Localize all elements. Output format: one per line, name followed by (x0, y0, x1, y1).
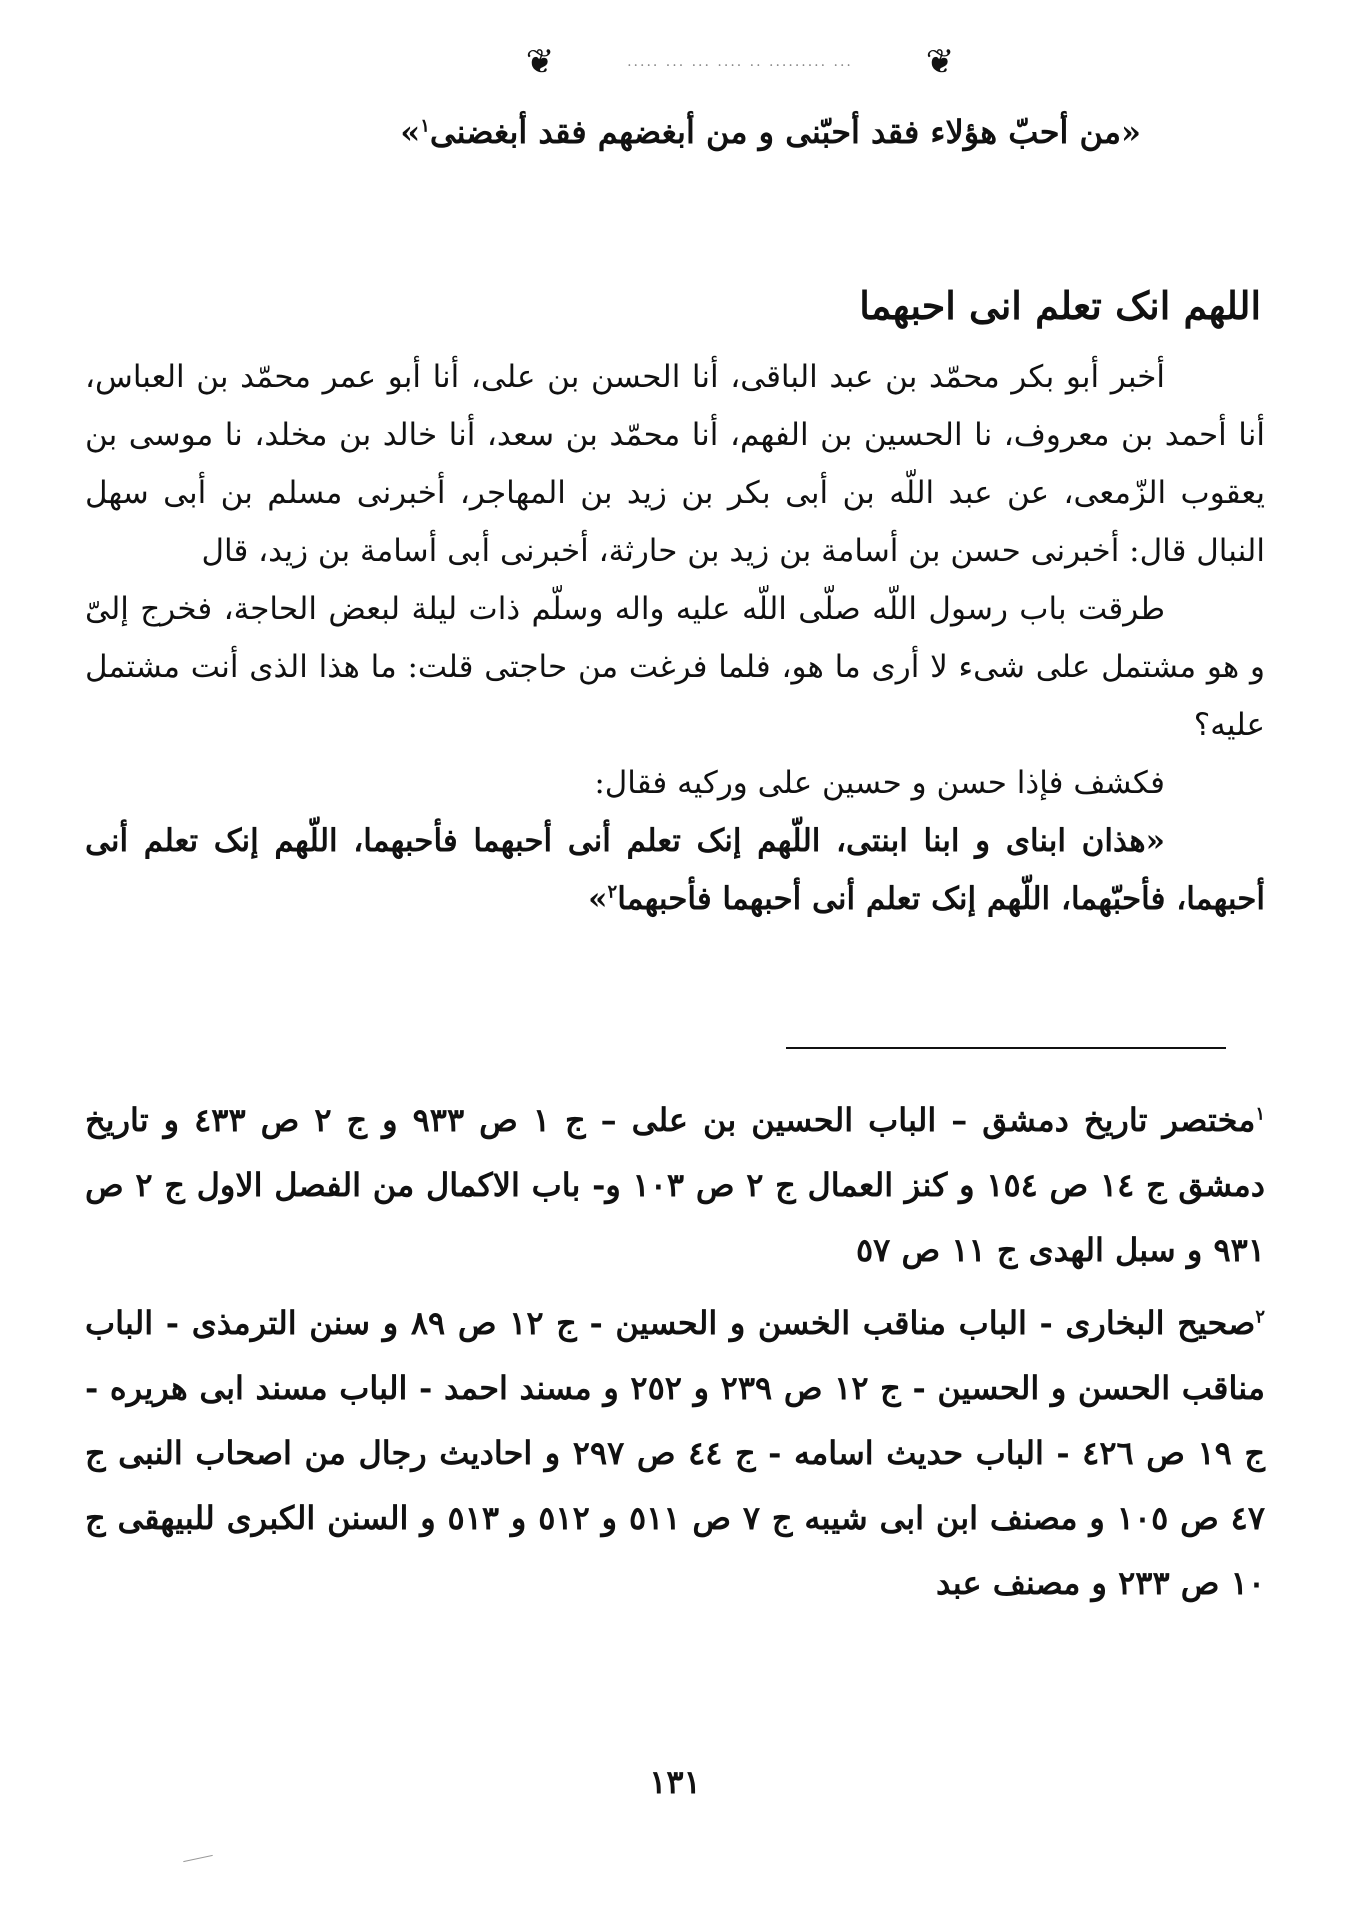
stray-pen-mark (183, 1855, 213, 1862)
footnote-ref-1[interactable]: ١ (420, 115, 430, 137)
running-header-text: ... ......... .. .... ... ... ..... (627, 54, 853, 70)
footnote-2-marker: ٢ (1255, 1306, 1266, 1328)
reveal-paragraph: فكشف فإذا حسن و حسين على وركيه فقال: (594, 765, 1165, 801)
continued-quote-text: «من أحبّ هؤلاء فقد أحبّنى و من أبغضهم فقد أبغضنى (429, 113, 1141, 151)
narration-paragraph: طرقت باب رسول اللّه صلّى اللّه عليه واله وسلّم ذات ليلة لبعض الحاجة، فخرج إلىّ و هو مشتمل على شىء لا أرى ما هو، فلما فرغت من حاجتى قلت: ما هذا الذى أنت مشتمل عليه؟ (85, 591, 1265, 743)
ornament-left-icon: ❦ (525, 42, 555, 82)
footnote-2 (85, 1291, 1265, 1616)
footnote-2-text: صحيح البخارى - الباب مناقب الخسن و الحسين - ج ١٢ ص ٨٩ و سنن الترمذى - الباب مناقب الحسن و الحسين - ج ١٢ ص ٢٣٩ و ٢٥٢ و مسند احمد - الباب مسند ابى هريره - ج ١٩ ص ٤٢٦ - الباب حديث اسامه - ج ٤٤ ص ٢٩٧ و احاديث رجال من اصحاب النبى ج ٤٧ ص ١٠٥ و مصنف ابن ابى شيبه ج ٧ ص ٥١١ و ٥١٢ و ٥١٣ و السنن الكبرى للبيهقى ج ١٠ ص ٢٣٣ و مصنف عبد (85, 1304, 1266, 1602)
footnote-1 (85, 1088, 1265, 1283)
footnotes (85, 1088, 1265, 1616)
ornament-right-icon: ❦ (925, 42, 955, 82)
continued-quote (241, 108, 1141, 156)
running-header (520, 42, 960, 82)
quote-close-mark: » (400, 113, 421, 151)
prophet-quote-text: «هذان ابناى و ابنا ابنتى، اللّهم إنک تعلم أنى أحبهما فأحبهما، اللّهم إنک تعلم أنى أحبهما، فأحبّهما، اللّهم إنک تعلم أنى أحبهما فأحبهما (85, 823, 1265, 917)
footnote-1-text: مختصر تاريخ دمشق – الباب الحسين بن على – ج ١ ص ٩٣٣ و ج ٢ ص ٤٣٣ و تاريخ دمشق ج ١٤ ص ١٥٤ و كنز العمال ج ٢ ص ١٠٣ و- باب الاكمال من الفصل الاول ج ٢ ص ٩٣١ و سبل الهدى ج ١١ ص ٥٧ (85, 1101, 1266, 1269)
footnote-ref-2[interactable]: ٢ (607, 881, 618, 903)
footnote-separator (786, 1047, 1226, 1049)
section-heading: اللهم انک تعلم انی احبهما (859, 283, 1261, 328)
prophet-quote-close: » (588, 881, 608, 917)
footnote-1-marker: ١ (1255, 1103, 1266, 1125)
hadith-body (85, 348, 1265, 928)
chain-of-narration: أخبر أبو بكر محمّد بن عبد الباقى، أنا الحسن بن على، أنا أبو عمر محمّد بن العباس، أنا أحمد بن معروف، نا الحسين بن الفهم، أنا محمّد بن سعد، أنا خالد بن مخلد، نا موسى بن يعقوب الزّمعى، عن عبد اللّه بن أبى بكر بن زيد بن المهاجر، أخبرنى مسلم بن أبى سهل النبال قال: أخبرنى حسن بن أسامة بن زيد بن حارثة، أخبرنى أبى أسامة بن زيد، قال (85, 359, 1265, 569)
prophet-quote (85, 812, 1265, 928)
page-number: ١٣١ (649, 1763, 701, 1801)
